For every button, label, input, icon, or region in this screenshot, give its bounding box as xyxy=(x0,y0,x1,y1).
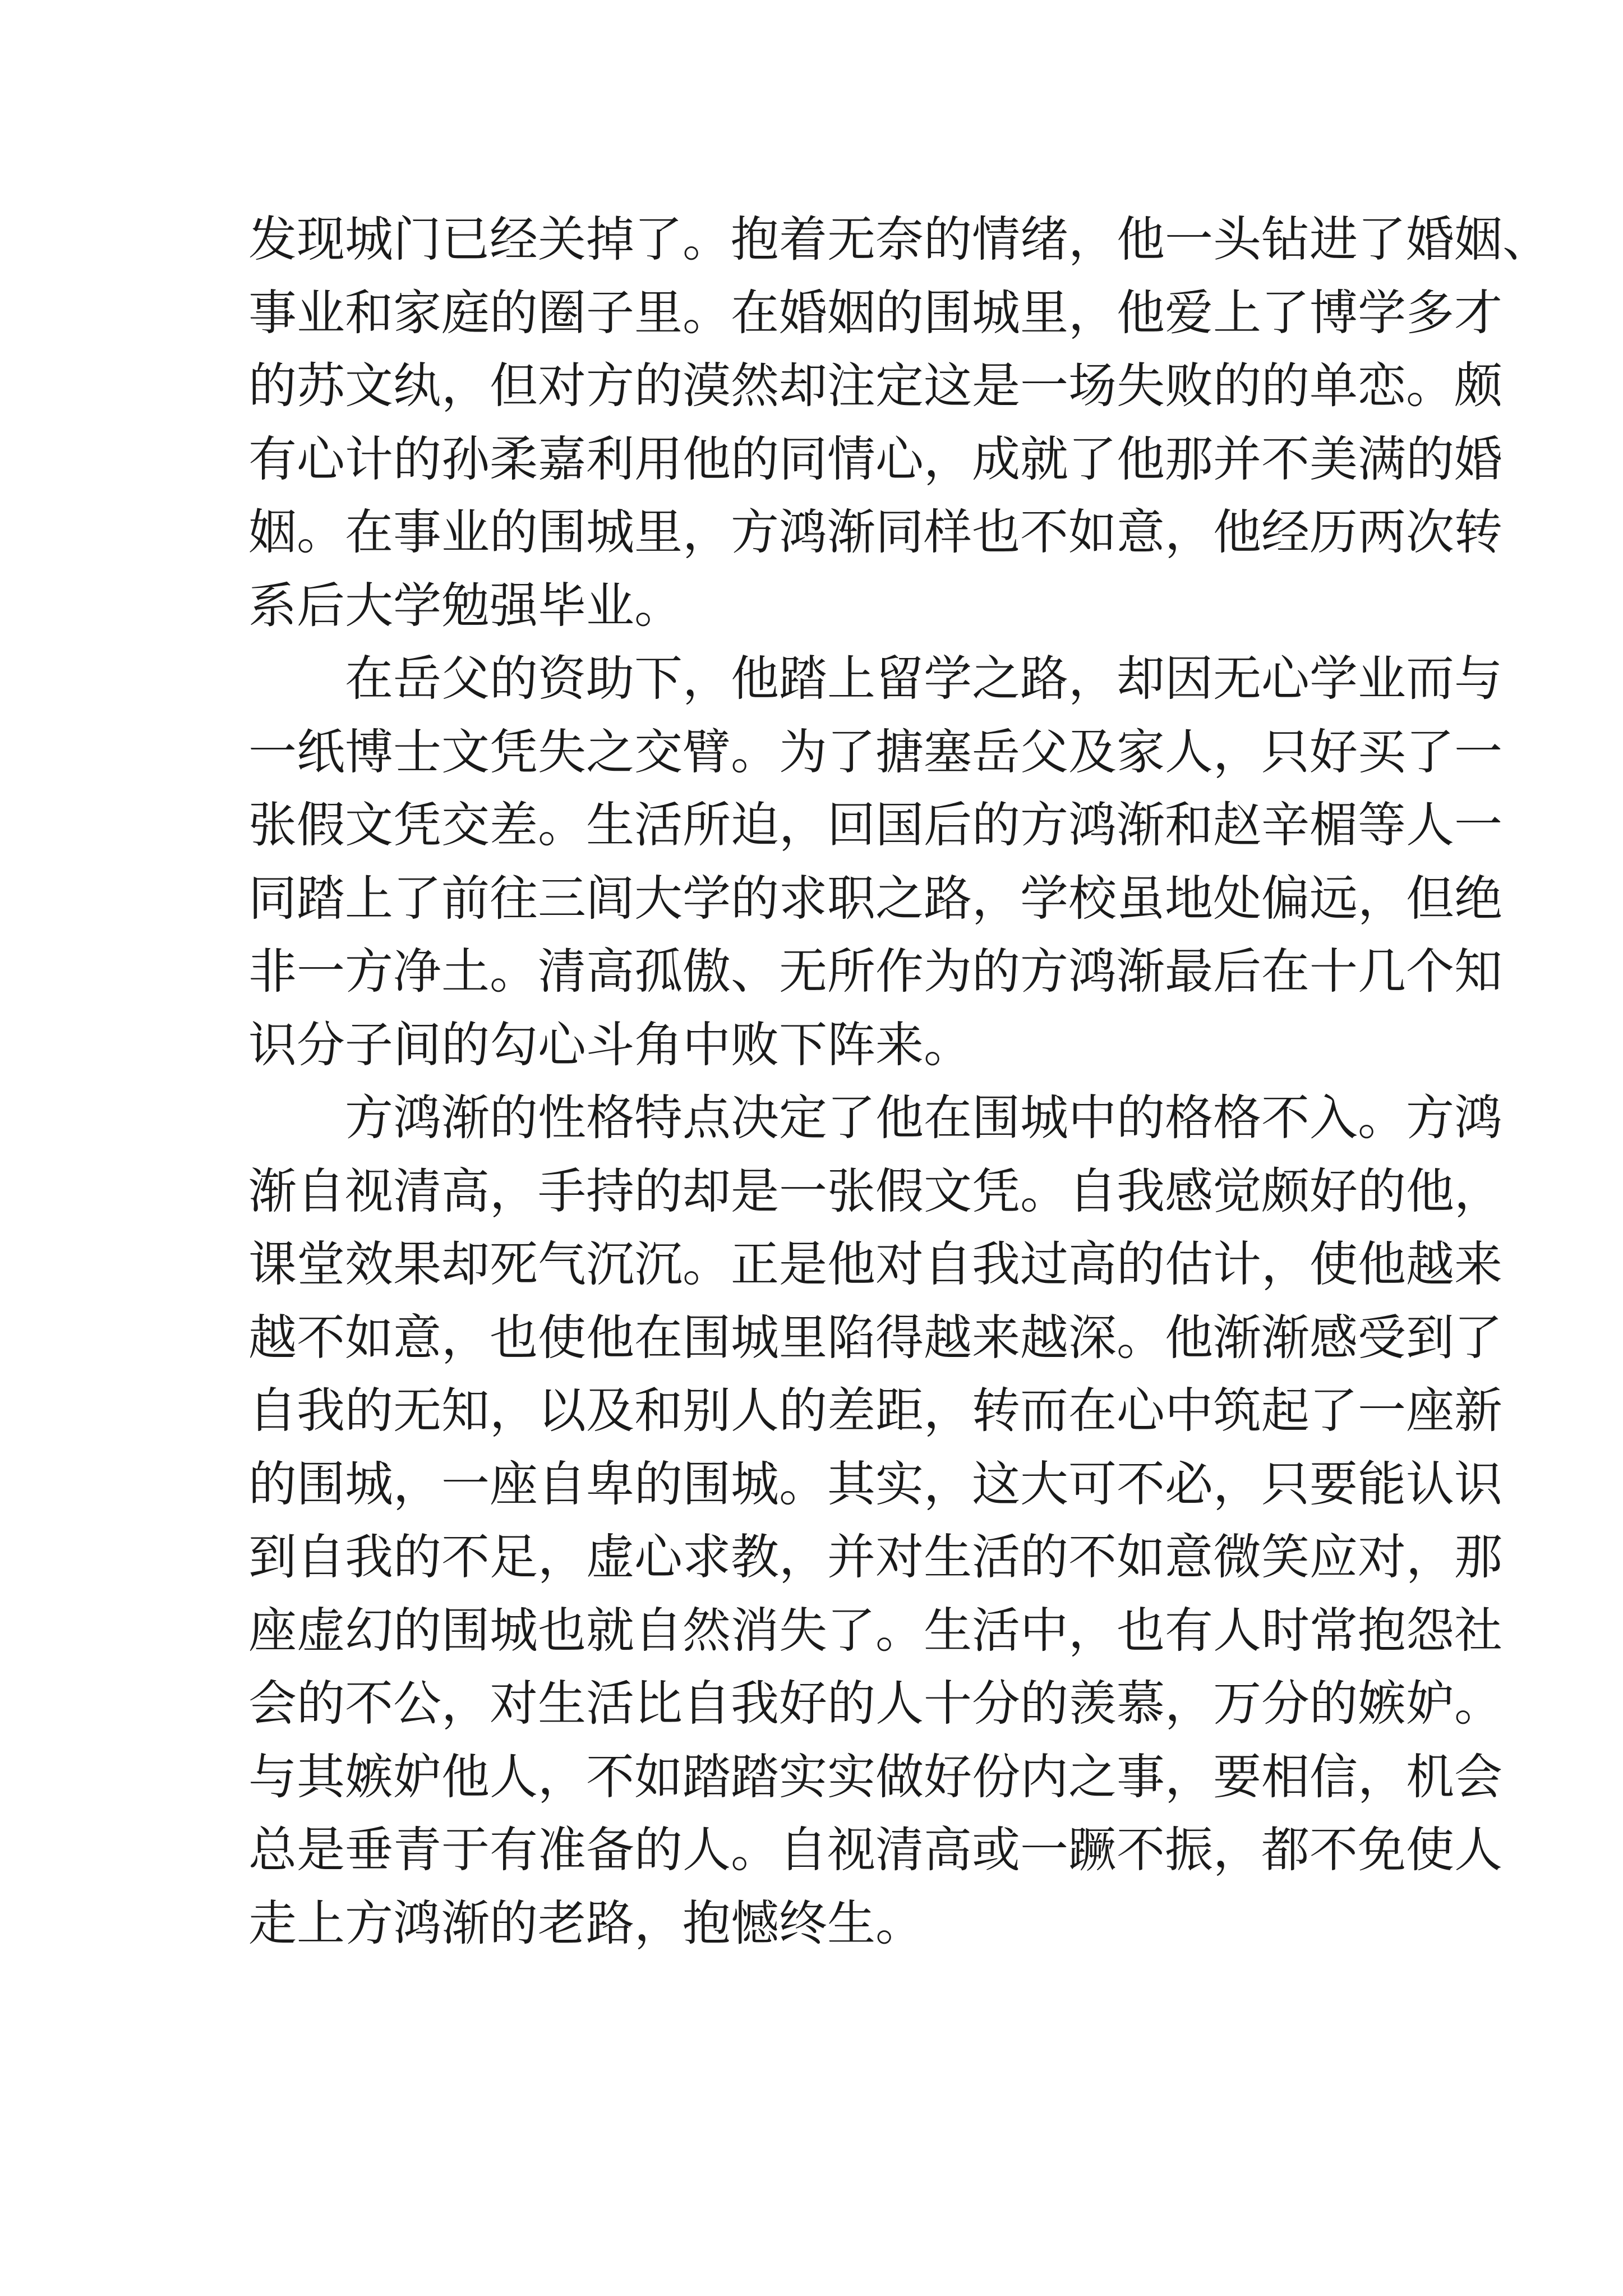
document-body xyxy=(248,203,1551,1960)
text-line: 与其嫉妒他人，不如踏踏实实做好份内之事，要相信，机会 xyxy=(248,1749,1502,1805)
text-line: 渐自视清高，手持的却是一张假文凭。自我感觉颇好的他， xyxy=(248,1163,1502,1220)
text-line: 越不如意，也使他在围城里陷得越来越深。他渐渐感受到了 xyxy=(248,1309,1502,1366)
text-line: 课堂效果却死气沉沉。正是他对自我过高的估计，使他越来 xyxy=(248,1236,1502,1292)
text-line: 会的不公，对生活比自我好的人十分的羡慕，万分的嫉妒。 xyxy=(248,1676,1502,1732)
text-line: 识分子间的勾心斗角中败下阵来。 xyxy=(248,1016,972,1073)
text-line: 的围城，一座自卑的围城。其实，这大可不必，只要能认识 xyxy=(248,1456,1502,1512)
text-line: 走上方鸿渐的老路，抱憾终生。 xyxy=(248,1895,924,1952)
text-line: 非一方净土。清高孤傲、无所作为的方鸿渐最后在十几个知 xyxy=(248,944,1502,1000)
text-line: 一纸博士文凭失之交臂。为了搪塞岳父及家人，只好买了一 xyxy=(248,724,1502,780)
text-line: 发现城门已经关掉了。抱着无奈的情绪，他一头钻进了婚姻、 xyxy=(248,211,1551,268)
text-line: 姻。在事业的围城里，方鸿渐同样也不如意，他经历两次转 xyxy=(248,504,1502,560)
text-line: 方鸿渐的性格特点决定了他在围城中的格格不入。方鸿 xyxy=(345,1090,1502,1146)
text-line: 事业和家庭的圈子里。在婚姻的围城里，他爱上了博学多才 xyxy=(248,284,1502,341)
text-line: 座虚幻的围城也就自然消失了。生活中，也有人时常抱怨社 xyxy=(248,1602,1502,1659)
text-line: 在岳父的资助下，他踏上留学之路，却因无心学业而与 xyxy=(345,651,1502,707)
text-line: 自我的无知，以及和别人的差距，转而在心中筑起了一座新 xyxy=(248,1383,1502,1439)
text-line: 的苏文纨，但对方的漠然却注定这是一场失败的的单恋。颇 xyxy=(248,358,1502,414)
text-line: 总是垂青于有准备的人。自视清高或一蹶不振，都不免使人 xyxy=(248,1822,1502,1878)
text-line: 张假文凭交差。生活所迫，回国后的方鸿渐和赵辛楣等人一 xyxy=(248,797,1502,853)
text-line: 系后大学勉强毕业。 xyxy=(248,577,683,634)
text-line: 同踏上了前往三闾大学的求职之路，学校虽地处偏远，但绝 xyxy=(248,870,1502,927)
text-line: 到自我的不足，虚心求教，并对生活的不如意微笑应对，那 xyxy=(248,1529,1502,1585)
text-line: 有心计的孙柔嘉利用他的同情心，成就了他那并不美满的婚 xyxy=(248,431,1502,487)
